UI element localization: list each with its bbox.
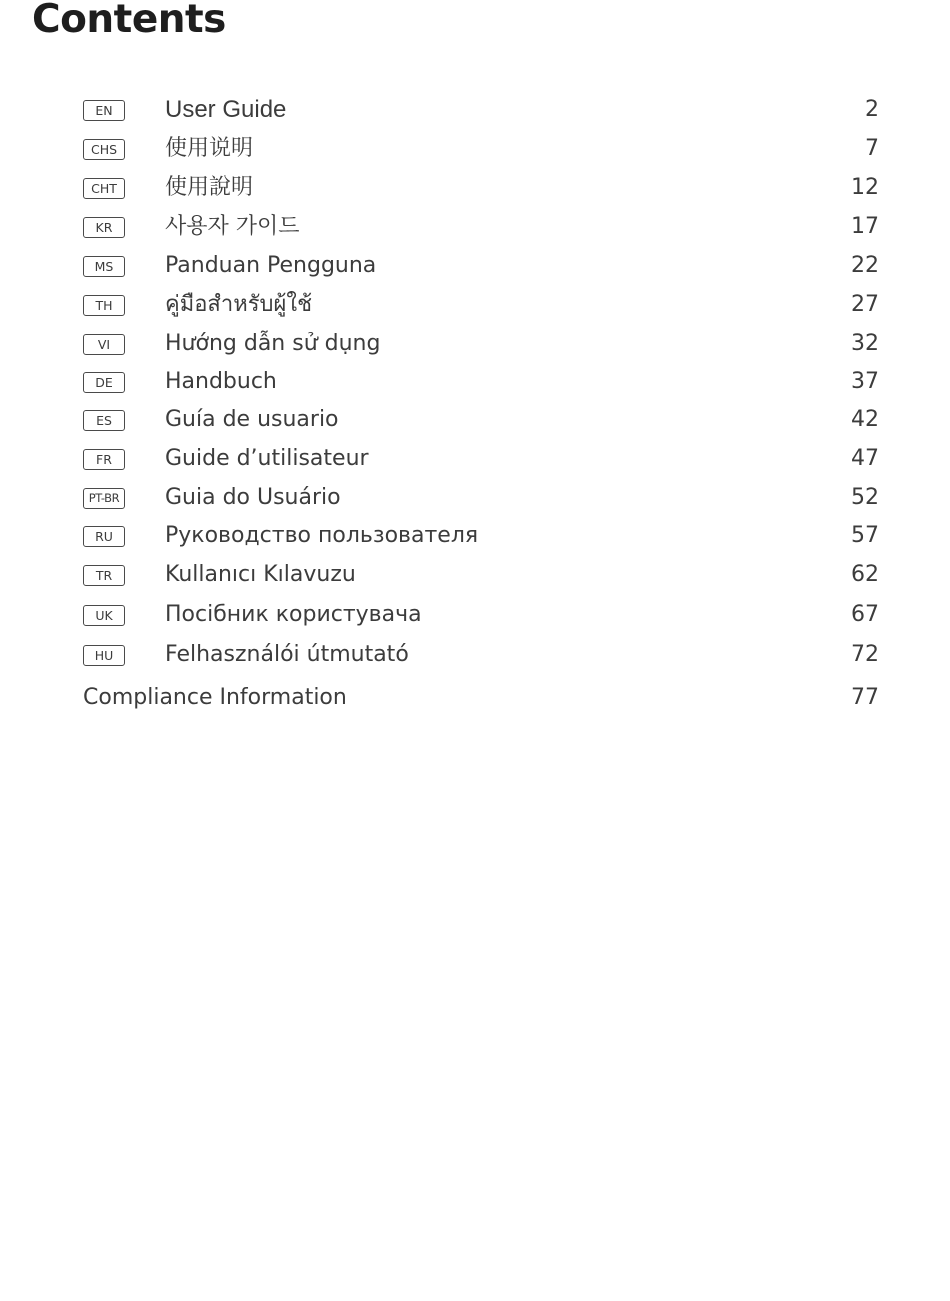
toc-entry-fr[interactable] bbox=[83, 444, 879, 474]
entry-title: Hướng dẫn sử dụng bbox=[165, 331, 381, 356]
toc-entry-tr[interactable] bbox=[83, 560, 879, 590]
entry-page-number: 52 bbox=[851, 485, 879, 510]
entry-title: Посібник користувача bbox=[165, 602, 422, 627]
compliance-title: Compliance Information bbox=[83, 685, 347, 710]
entry-page-number: 32 bbox=[851, 331, 879, 356]
entry-page-number: 27 bbox=[851, 292, 879, 317]
language-badge: VI bbox=[83, 334, 125, 355]
language-badge: PT-BR bbox=[83, 488, 125, 509]
entry-page-number: 42 bbox=[851, 407, 879, 432]
language-badge: HU bbox=[83, 645, 125, 666]
toc-entry-ms[interactable] bbox=[83, 251, 879, 281]
language-badge: TR bbox=[83, 565, 125, 586]
entry-title: 使用说明 bbox=[165, 136, 254, 161]
entry-title: Руководство пользователя bbox=[165, 523, 479, 548]
entry-page-number: 2 bbox=[865, 97, 879, 122]
entry-page-number: 7 bbox=[865, 136, 879, 161]
entry-title: คู่มือสำหรับผู้ใช้ bbox=[165, 292, 313, 317]
toc-entry-uk[interactable] bbox=[83, 600, 879, 630]
page-title: Contents bbox=[32, 0, 226, 42]
toc-entry-th[interactable] bbox=[83, 290, 879, 320]
entry-title: 使用說明 bbox=[165, 175, 254, 200]
toc-entry-compliance[interactable] bbox=[83, 683, 879, 713]
language-badge: KR bbox=[83, 217, 125, 238]
toc-entry-kr[interactable] bbox=[83, 212, 879, 242]
entry-page-number: 57 bbox=[851, 523, 879, 548]
toc-entry-vi[interactable] bbox=[83, 329, 879, 359]
language-badge: DE bbox=[83, 372, 125, 393]
language-badge: CHT bbox=[83, 178, 125, 199]
language-badge: RU bbox=[83, 526, 125, 547]
entry-page-number: 47 bbox=[851, 446, 879, 471]
language-badge: FR bbox=[83, 449, 125, 470]
language-badge: EN bbox=[83, 100, 125, 121]
toc-entry-es[interactable] bbox=[83, 405, 879, 435]
entry-page-number: 62 bbox=[851, 562, 879, 587]
entry-title: Guia do Usuário bbox=[165, 485, 341, 510]
entry-page-number: 22 bbox=[851, 253, 879, 278]
entry-title: User Guide bbox=[165, 96, 287, 123]
toc-entry-cht[interactable] bbox=[83, 173, 879, 203]
entry-page-number: 12 bbox=[851, 175, 879, 200]
language-badge: TH bbox=[83, 295, 125, 316]
entry-title: Kullanıcı Kılavuzu bbox=[165, 562, 356, 587]
toc-entry-hu[interactable] bbox=[83, 640, 879, 670]
entry-page-number: 72 bbox=[851, 642, 879, 667]
language-badge: MS bbox=[83, 256, 125, 277]
entry-title: Guide d’utilisateur bbox=[165, 446, 369, 471]
language-badge: UK bbox=[83, 605, 125, 626]
entry-title: Felhasználói útmutató bbox=[165, 642, 409, 667]
toc-entry-ru[interactable] bbox=[83, 521, 879, 551]
toc-entry-chs[interactable] bbox=[83, 134, 879, 164]
language-badge: ES bbox=[83, 410, 125, 431]
toc-entry-de[interactable] bbox=[83, 367, 879, 397]
entry-title: Guía de usuario bbox=[165, 407, 339, 432]
entry-title: 사용자 가이드 bbox=[165, 214, 300, 239]
toc-entry-en[interactable] bbox=[83, 95, 879, 125]
language-badge: CHS bbox=[83, 139, 125, 160]
entry-page-number: 67 bbox=[851, 602, 879, 627]
entry-title: Panduan Pengguna bbox=[165, 253, 377, 278]
entry-page-number: 17 bbox=[851, 214, 879, 239]
toc-entry-pt-br[interactable] bbox=[83, 483, 879, 513]
entry-page-number: 37 bbox=[851, 369, 879, 394]
entry-page-number: 77 bbox=[851, 685, 879, 710]
entry-title: Handbuch bbox=[165, 369, 277, 394]
